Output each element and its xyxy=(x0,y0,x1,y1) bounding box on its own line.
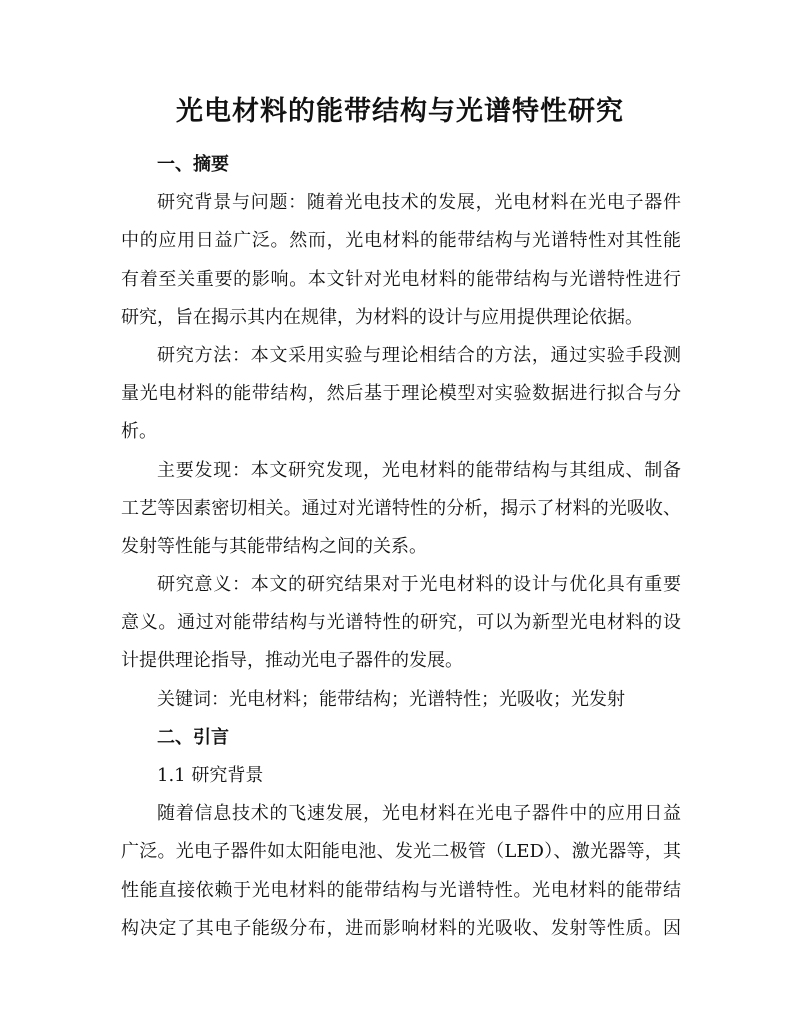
paragraph-line: 析。 xyxy=(121,421,157,443)
document-title: 光电材料的能带结构与光谱特性研究 xyxy=(176,96,624,127)
paragraph-line: 主要发现：本文研究发现，光电材料的能带结构与其组成、制备 xyxy=(157,459,681,481)
paragraph-line: 计提供理论指导，推动光电子器件的发展。 xyxy=(121,650,463,672)
paragraph-line: 有着至关重要的影响。本文针对光电材料的能带结构与光谱特性进行 xyxy=(121,268,681,290)
section-heading: 二、引言 xyxy=(157,726,229,748)
paragraph-line: 中的应用日益广泛。然而，光电材料的能带结构与光谱特性对其性能 xyxy=(121,230,681,252)
paragraph-line: 研究意义：本文的研究结果对于光电材料的设计与优化具有重要 xyxy=(157,574,681,596)
paragraph-line: 关键词：光电材料；能带结构；光谱特性；光吸收；光发射 xyxy=(157,688,625,710)
paragraph-line: 意义。通过对能带结构与光谱特性的研究，可以为新型光电材料的设 xyxy=(121,612,681,634)
paragraph-line: 1.1 研究背景 xyxy=(157,765,264,786)
paragraph-line: 研究背景与问题：随着光电技术的发展，光电材料在光电子器件 xyxy=(157,192,681,214)
paragraph-line: 构决定了其电子能级分布，进而影响材料的光吸收、发射等性质。因 xyxy=(121,917,681,939)
section-heading: 一、摘要 xyxy=(157,154,229,175)
paragraph-line: 研究方法：本文采用实验与理论相结合的方法，通过实验手段测 xyxy=(157,344,681,366)
paragraph-line: 广泛。光电子器件如太阳能电池、发光二极管（LED）、激光器等，其 xyxy=(121,841,681,863)
paragraph-line: 随着信息技术的飞速发展，光电材料在光电子器件中的应用日益 xyxy=(157,803,681,825)
paragraph-line: 量光电材料的能带结构，然后基于理论模型对实验数据进行拟合与分 xyxy=(121,383,681,405)
paragraph-line: 研究，旨在揭示其内在规律，为材料的设计与应用提供理论依据。 xyxy=(121,306,643,328)
paragraph-line: 工艺等因素密切相关。通过对光谱特性的分析，揭示了材料的光吸收、 xyxy=(121,497,681,519)
paragraph-line: 发射等性能与其能带结构之间的关系。 xyxy=(121,535,427,557)
document-body xyxy=(121,146,681,948)
paragraph-line: 性能直接依赖于光电材料的能带结构与光谱特性。光电材料的能带结 xyxy=(121,879,681,901)
